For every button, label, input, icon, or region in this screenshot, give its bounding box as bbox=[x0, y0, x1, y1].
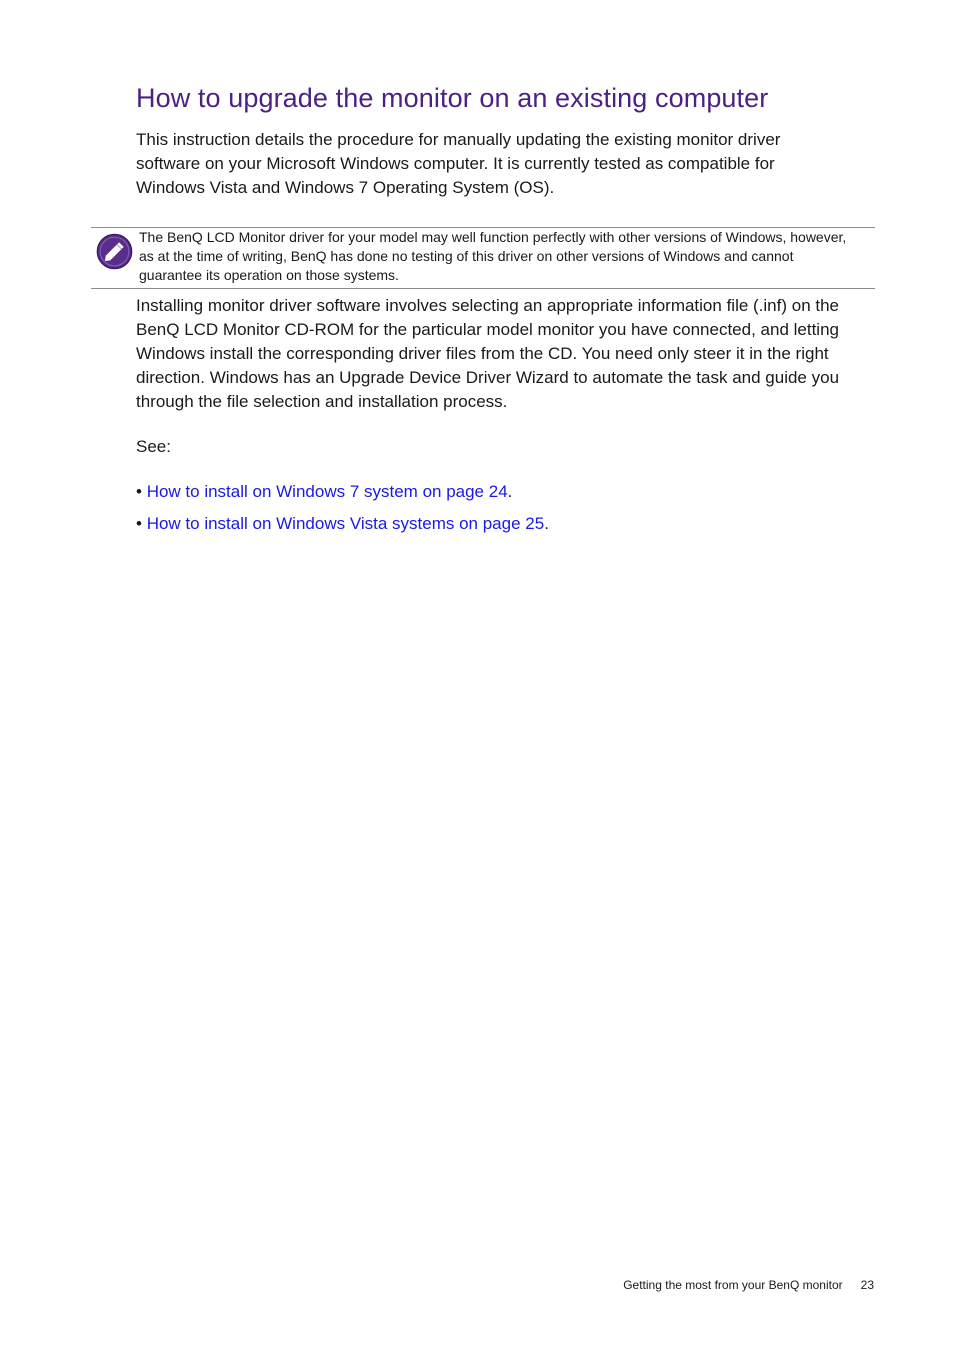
bullet: • bbox=[136, 482, 147, 501]
link-trail: . bbox=[544, 514, 549, 533]
link-list bbox=[136, 480, 549, 544]
note-box bbox=[91, 227, 875, 289]
bullet: • bbox=[136, 514, 147, 533]
note-text: The BenQ LCD Monitor driver for your model may well function perfectly with other versions of Windows, however, as at the time of writing, BenQ has done no testing of this driver on other versions of Windows and cannot guarantee its operation on those systems. bbox=[139, 229, 847, 283]
intro-paragraph: This instruction details the procedure for manually updating the existing monitor driver software on your Microsoft Windows computer. It is currently tested as compatible for Windows Vista and Windows 7 Operating System (OS). bbox=[136, 130, 781, 197]
page-number: 23 bbox=[860, 1278, 874, 1292]
list-item bbox=[136, 480, 549, 504]
link-windows-vista-install[interactable]: How to install on Windows Vista systems on page 25 bbox=[146, 514, 545, 533]
page-footer bbox=[623, 1277, 874, 1293]
page-title: How to upgrade the monitor on an existing computer bbox=[136, 83, 769, 113]
see-label: See: bbox=[136, 437, 171, 456]
link-windows-7-install[interactable]: How to install on Windows 7 system on page 24 bbox=[146, 482, 508, 501]
body-paragraph: Installing monitor driver software involves selecting an appropriate information file (.inf) on the BenQ LCD Monitor CD-ROM for the particular model monitor you have connected, and letting Windows install the corresponding driver files from the CD. You need only steer it in the right direction. Windows has an Upgrade Device Driver Wizard to automate the task and guide you through the file selection and installation process. bbox=[136, 296, 840, 411]
footer-section: Getting the most from your BenQ monitor bbox=[623, 1278, 843, 1292]
link-trail: . bbox=[507, 482, 513, 501]
list-item bbox=[136, 512, 549, 536]
pencil-note-icon bbox=[96, 233, 133, 270]
